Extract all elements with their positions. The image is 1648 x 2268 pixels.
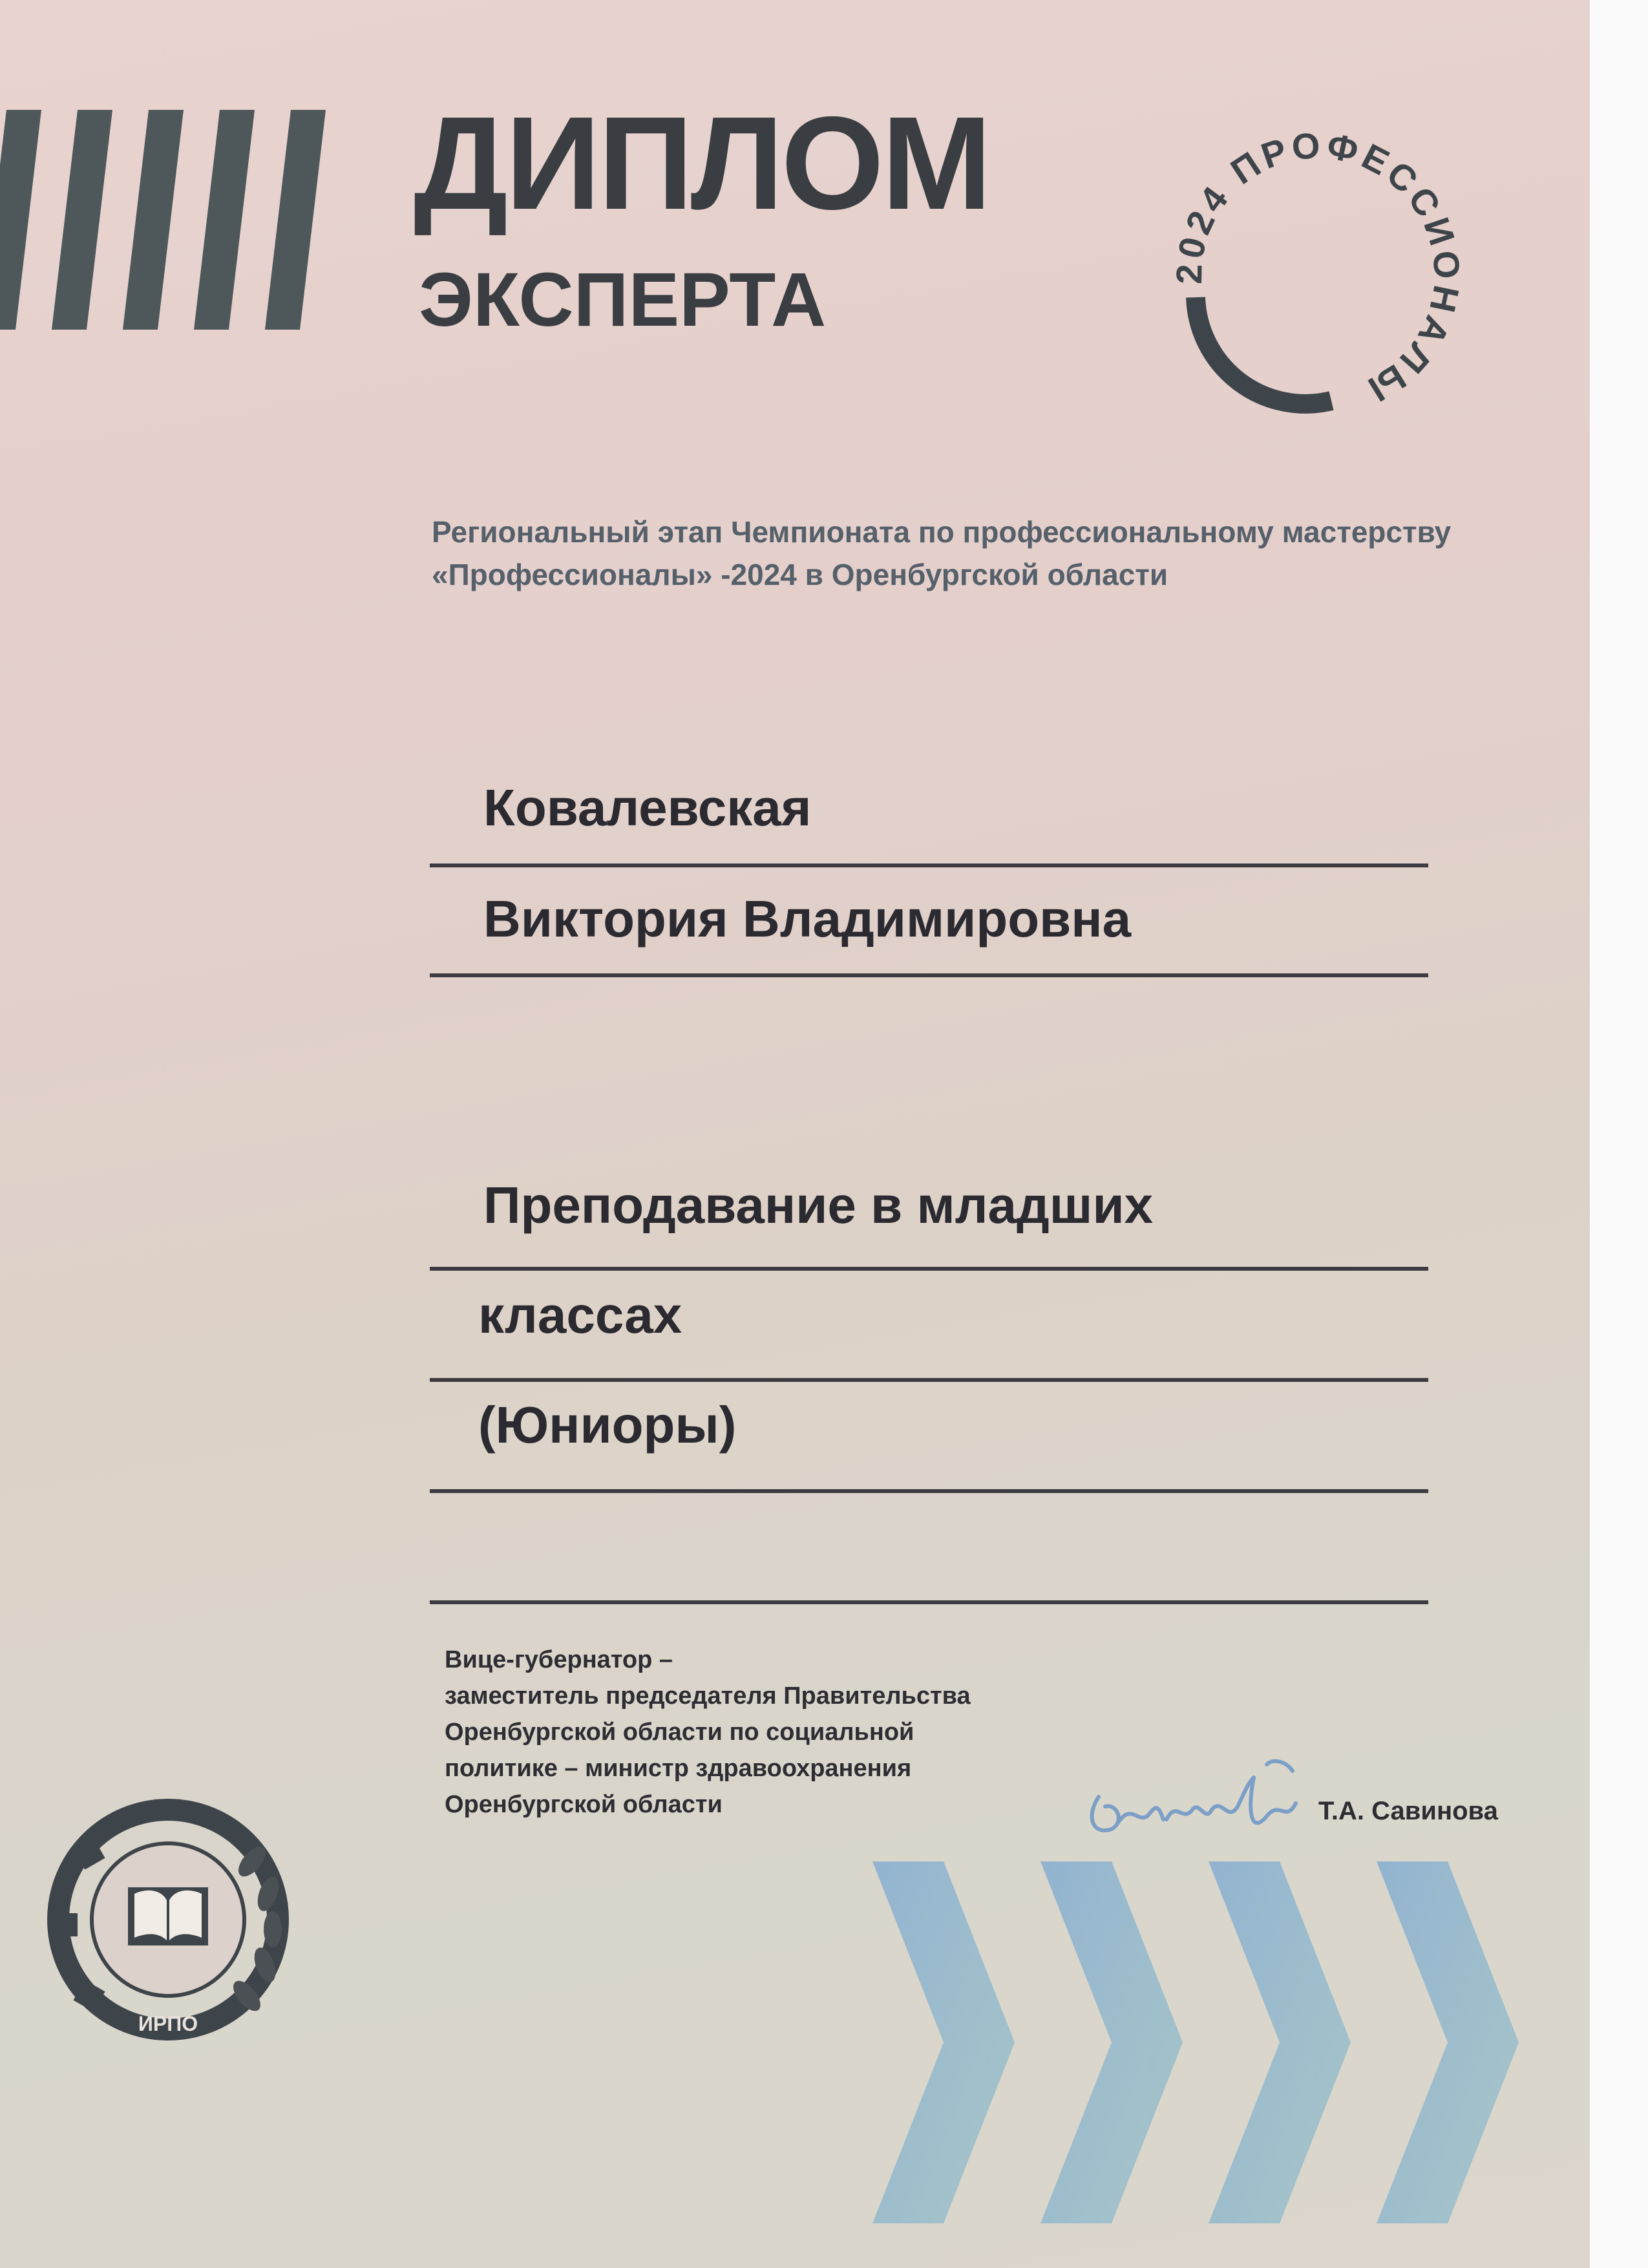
position-line: заместитель председателя Правительства: [445, 1682, 971, 1710]
rule-4: [430, 1378, 1428, 1382]
professionals-2024-emblem: [1150, 103, 1512, 427]
irpo-logo: [39, 1790, 297, 2049]
rule-2: [430, 973, 1428, 977]
competency-line-1: Преподавание в младших: [483, 1176, 1154, 1234]
emblem-arc: [1196, 297, 1331, 404]
recipient-surname: Ковалевская: [483, 779, 812, 836]
decorative-stripes: [0, 103, 362, 336]
event-line-1: Региональный этап Чемпионата по профессиональному мастерству: [432, 515, 1452, 549]
rule-1: [430, 864, 1428, 867]
position-line: политике – министр здравоохранения: [445, 1755, 912, 1782]
handwritten-signature: [1073, 1739, 1318, 1855]
rule-6: [430, 1600, 1428, 1604]
competency-line-2: классах: [478, 1286, 682, 1344]
signatory-name: Т.А. Савинова: [1318, 1797, 1498, 1825]
event-line-2: «Профессионалы» -2024 в Оренбургской области: [432, 558, 1168, 591]
decorative-chevrons: [847, 1861, 1525, 2223]
scan-margin: [1590, 0, 1648, 2268]
seal-label: ИРПО: [138, 2012, 198, 2035]
rule-3: [430, 1267, 1428, 1271]
rule-5: [430, 1489, 1428, 1493]
recipient-given-names: Виктория Владимировна: [483, 890, 1132, 948]
emblem-ring-text: 2024 ПРОФЕССИОНАЛЫ: [1168, 124, 1468, 412]
position-line: Оренбургской области по социальной: [445, 1719, 914, 1746]
position-line: Оренбургской области: [445, 1791, 723, 1818]
diploma-title: ДИПЛОМ: [414, 89, 989, 237]
position-line: Вице-губернатор –: [445, 1646, 673, 1673]
event-description: [432, 511, 1530, 596]
competency-line-3: (Юниоры): [478, 1396, 737, 1454]
diploma-subtitle: ЭКСПЕРТА: [419, 257, 827, 343]
signatory-position: [445, 1642, 1091, 1823]
